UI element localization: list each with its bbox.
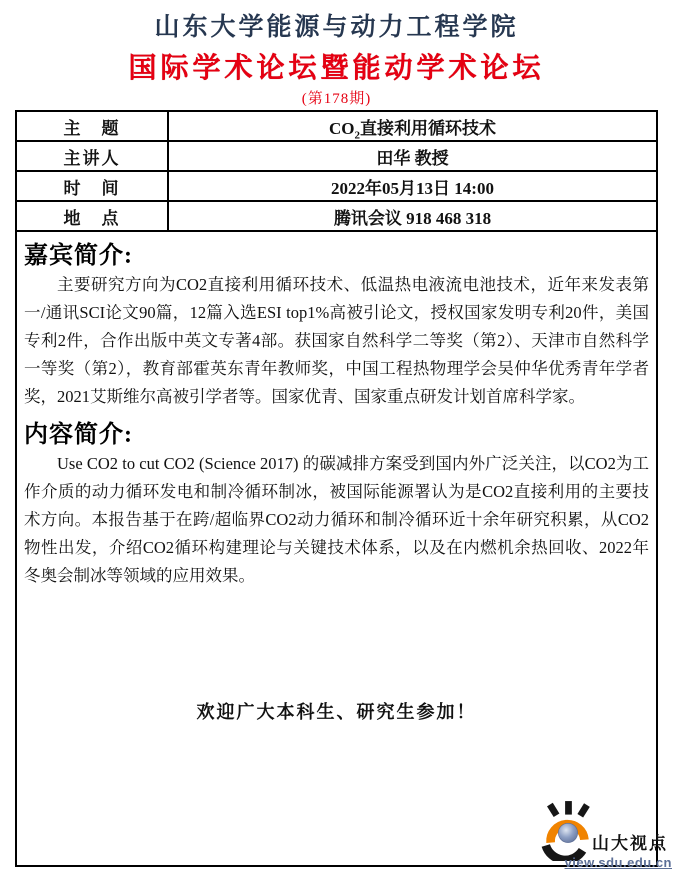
forum-title: 国际学术论坛暨能动学术论坛: [128, 53, 545, 84]
poster-header: [0, 0, 673, 108]
row-label-topic: 主 题: [16, 111, 168, 141]
table-row: [16, 201, 657, 231]
content-intro-heading: 内容简介:: [24, 422, 133, 448]
guest-intro-heading: 嘉宾简介:: [24, 243, 133, 269]
guest-intro-body: 主要研究方向为CO2直接利用循环技术、低温热电液流电池技术，近年来发表第一/通讯SCI论文90篇，12篇入选ESI top1%高被引论文，授权国家发明专利20件，美国专利2件，合作出版中英文专著4部。获国家自然科学二等奖（第2）、天津市自然科学一等奖（第2），教育部霍英东青年教师奖，中国工程热物理学会吴仲华优秀青年学者奖，2021艾斯维尔高被引学者等。国家优青、国家重点研发计划首席科学家。: [24, 275, 649, 406]
topic-subscript: 2: [354, 128, 360, 141]
issue-number: (第178期): [301, 91, 372, 107]
row-label-time: 时 间: [16, 171, 168, 201]
info-table: [15, 110, 658, 232]
row-value-speaker: 田华 教授: [168, 141, 657, 171]
row-value-time: 2022年05月13日 14:00: [168, 171, 657, 201]
table-row: [16, 111, 657, 141]
welcome-note: 欢迎广大本科生、研究生参加！: [196, 702, 477, 722]
table-row: [16, 141, 657, 171]
row-value-topic: [168, 111, 657, 141]
row-label-location: 地 点: [16, 201, 168, 231]
sdu-view-logo: [540, 801, 672, 870]
row-value-location: 腾讯会议 918 468 318: [168, 201, 657, 231]
content-box: [15, 232, 658, 867]
logo-name: 山大视点: [592, 834, 668, 853]
table-row: [16, 171, 657, 201]
logo-url[interactable]: view.sdu.edu.cn: [564, 855, 672, 870]
content-intro-body: Use CO2 to cut CO2 (Science 2017) 的碳减排方案受到国内外广泛关注，以CO2为工作介质的动力循环发电和制冷循环制冰，被国际能源署认为是CO2直接利用的主要技术方向。本报告基于在跨/超临界CO2动力循环和制冷循环近十余年研究积累，从CO2物性出发，介绍CO2循环构建理论与关键技术体系，以及在内燃机余热回收、2022年冬奥会制冰等领域的应用效果。: [24, 454, 649, 585]
topic-co: CO: [329, 118, 355, 138]
row-label-speaker: 主讲人: [16, 141, 168, 171]
topic-rest: 直接利用循环技术: [360, 118, 496, 138]
organization-title: 山东大学能源与动力工程学院: [154, 14, 519, 41]
